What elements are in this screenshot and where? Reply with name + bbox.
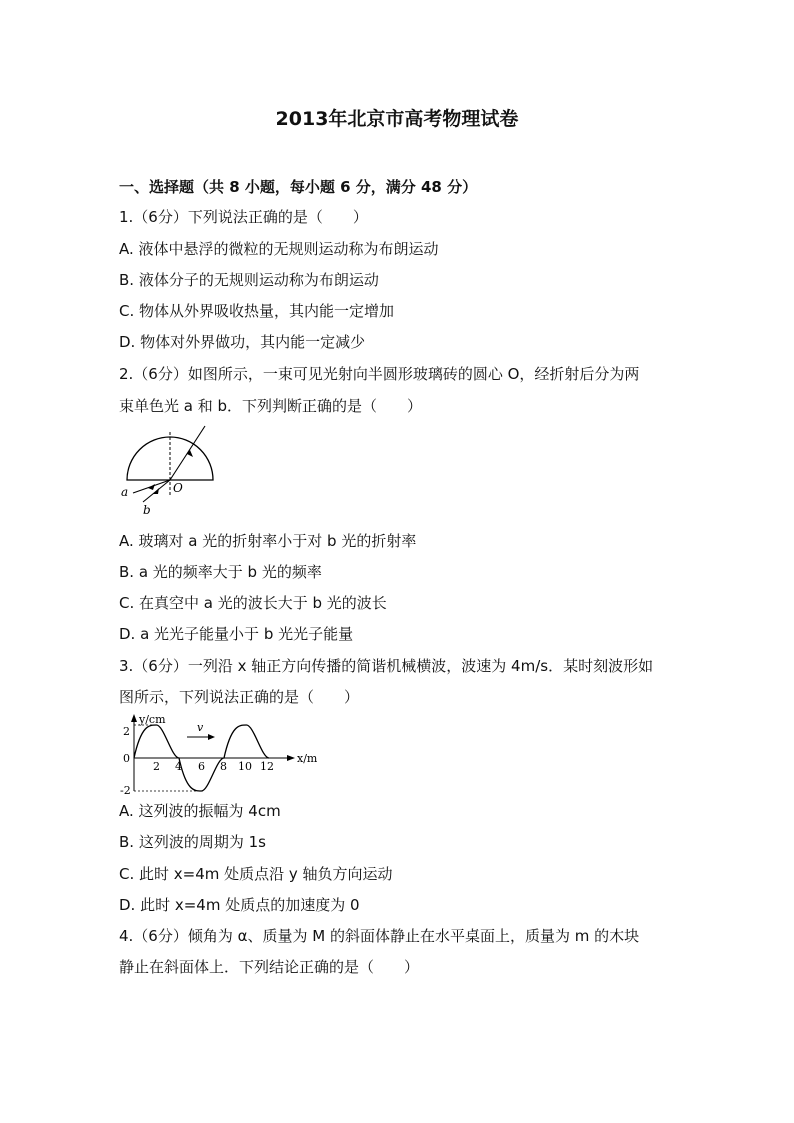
section-heading: 一、选择题（共 8 小题，每小题 6 分，满分 48 分）: [119, 178, 478, 196]
q4-stem-line1: 4.（6分）倾角为 α、质量为 M 的斜面体静止在水平桌面上，质量为 m 的木块: [119, 927, 640, 945]
q3-stem-line1: 3.（6分）一列沿 x 轴正方向传播的简谐机械横波，波速为 4m/s．某时刻波形如: [119, 657, 654, 675]
x-tick-12: 12: [260, 760, 274, 773]
label-o: O: [173, 481, 183, 495]
q3-option-b: B. 这列波的周期为 1s: [119, 833, 266, 851]
q3-figure-wave: [117, 712, 332, 794]
q1-option-c: C. 物体从外界吸收热量，其内能一定增加: [119, 302, 395, 320]
q3-option-d: D. 此时 x=4m 处质点的加速度为 0: [119, 896, 360, 914]
q2-option-b: B. a 光的频率大于 b 光的频率: [119, 563, 322, 581]
x-axis-arrow: [287, 755, 295, 761]
page-title: 2013年北京市高考物理试卷: [275, 108, 519, 130]
q1-option-a: A. 液体中悬浮的微粒的无规则运动称为布朗运动: [119, 240, 439, 258]
q4-stem-line2: 静止在斜面体上．下列结论正确的是（ ）: [119, 958, 420, 976]
velocity-label: v: [197, 721, 204, 734]
incident-arrow: [187, 450, 193, 457]
y-tick-neg2: -2: [120, 784, 131, 794]
q2-option-d: D. a 光光子能量小于 b 光光子能量: [119, 625, 354, 643]
y-tick-0: 0: [123, 752, 130, 765]
x-tick-6: 6: [198, 760, 205, 773]
q1-stem: 1.（6分）下列说法正确的是（ ）: [119, 208, 368, 226]
x-tick-4: 4: [175, 760, 182, 773]
velocity-arrowhead: [208, 734, 215, 740]
y-axis-arrow: [131, 714, 137, 722]
y-tick-2: 2: [123, 725, 130, 738]
q2-option-a: A. 玻璃对 a 光的折射率小于对 b 光的折射率: [119, 532, 417, 550]
x-axis-label: x/m: [297, 752, 318, 765]
label-b: b: [143, 503, 151, 517]
q2-option-c: C. 在真空中 a 光的波长大于 b 光的波长: [119, 594, 387, 612]
q3-option-a: A. 这列波的振幅为 4cm: [119, 802, 281, 820]
q2-stem-line1: 2.（6分）如图所示，一束可见光射向半圆形玻璃砖的圆心 O，经折射后分为两: [119, 365, 640, 383]
incident-ray: [170, 426, 205, 480]
x-tick-8: 8: [220, 760, 227, 773]
q1-option-d: D. 物体对外界做功，其内能一定减少: [119, 333, 366, 351]
q3-stem-line2: 图所示，下列说法正确的是（ ）: [119, 688, 360, 706]
q3-option-c: C. 此时 x=4m 处质点沿 y 轴负方向运动: [119, 865, 393, 883]
label-a: a: [121, 485, 129, 499]
q2-figure-glass-prism: [115, 420, 225, 522]
y-axis-label: y/cm: [139, 713, 166, 726]
x-tick-2: 2: [153, 760, 160, 773]
q1-option-b: B. 液体分子的无规则运动称为布朗运动: [119, 271, 379, 289]
ray-b-arrow: [153, 488, 159, 494]
x-tick-10: 10: [238, 760, 252, 773]
q2-stem-line2: 束单色光 a 和 b．下列判断正确的是（ ）: [119, 397, 423, 415]
